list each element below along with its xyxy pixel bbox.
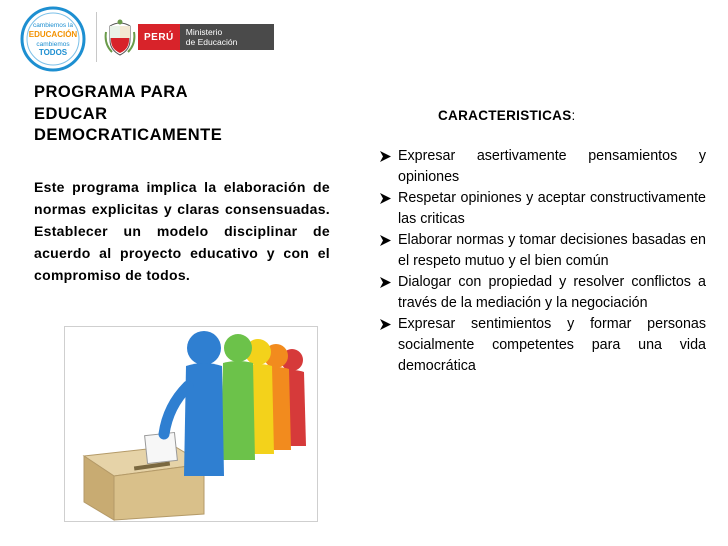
badge-line-3: cambiemos: [36, 41, 70, 48]
title-line-1: PROGRAMA PARA: [34, 83, 189, 101]
voting-queue-illustration: [64, 326, 318, 522]
characteristics-heading-text: CARACTERISTICAS: [438, 108, 572, 123]
arrow-bullet-icon: [380, 193, 391, 204]
peru-label: PERÚ: [138, 24, 180, 50]
list-item: [380, 230, 706, 272]
ministry-logo: [138, 24, 274, 50]
ministry-line-1: Ministerio: [185, 27, 223, 37]
arrow-bullet-icon: [380, 319, 391, 330]
campaign-badge-logo: [20, 6, 86, 72]
header: [0, 0, 728, 70]
title-line-3: DEMOCRATICAMENTE: [34, 126, 223, 144]
list-item: [380, 314, 706, 377]
badge-line-1: cambiemos la: [32, 22, 74, 29]
characteristics-heading-suffix: :: [571, 108, 576, 123]
list-item-text: Respetar opiniones y aceptar constructivamente las criticas: [398, 190, 706, 227]
page-title: [34, 82, 334, 147]
header-divider: [96, 12, 97, 62]
characteristics-heading: [438, 108, 575, 123]
national-shield-icon: [104, 18, 136, 58]
program-description: Este programa implica la elaboración de normas explicitas y claras consensuadas. Establecer un modelo disciplinar de acuerdo al proyecto educativo y con el compromiso de todos.: [34, 179, 330, 283]
arrow-bullet-icon: [380, 235, 391, 246]
title-line-2: EDUCAR: [34, 104, 108, 123]
list-item-text: Expresar asertivamente pensamientos y opiniones: [398, 148, 706, 185]
characteristics-list: [380, 146, 706, 377]
badge-line-2: EDUCACIÓN: [28, 30, 78, 39]
list-item: [380, 188, 706, 230]
list-item-text: Expresar sentimientos y formar personas socialmente competentes para una vida democrática: [398, 316, 706, 374]
arrow-bullet-icon: [380, 277, 391, 288]
ministry-name: [180, 24, 274, 50]
list-item-text: Dialogar con propiedad y resolver conflictos a través de la mediación y la negociación: [398, 274, 706, 311]
badge-line-4: TODOS: [38, 48, 68, 57]
figure-green: [221, 334, 255, 460]
arrow-bullet-icon: [380, 151, 391, 162]
ministry-line-2: de Educación: [185, 37, 238, 47]
list-item: [380, 272, 706, 314]
list-item: [380, 146, 706, 188]
list-item-text: Elaborar normas y tomar decisiones basadas en el respeto mutuo y el bien común: [398, 232, 706, 269]
